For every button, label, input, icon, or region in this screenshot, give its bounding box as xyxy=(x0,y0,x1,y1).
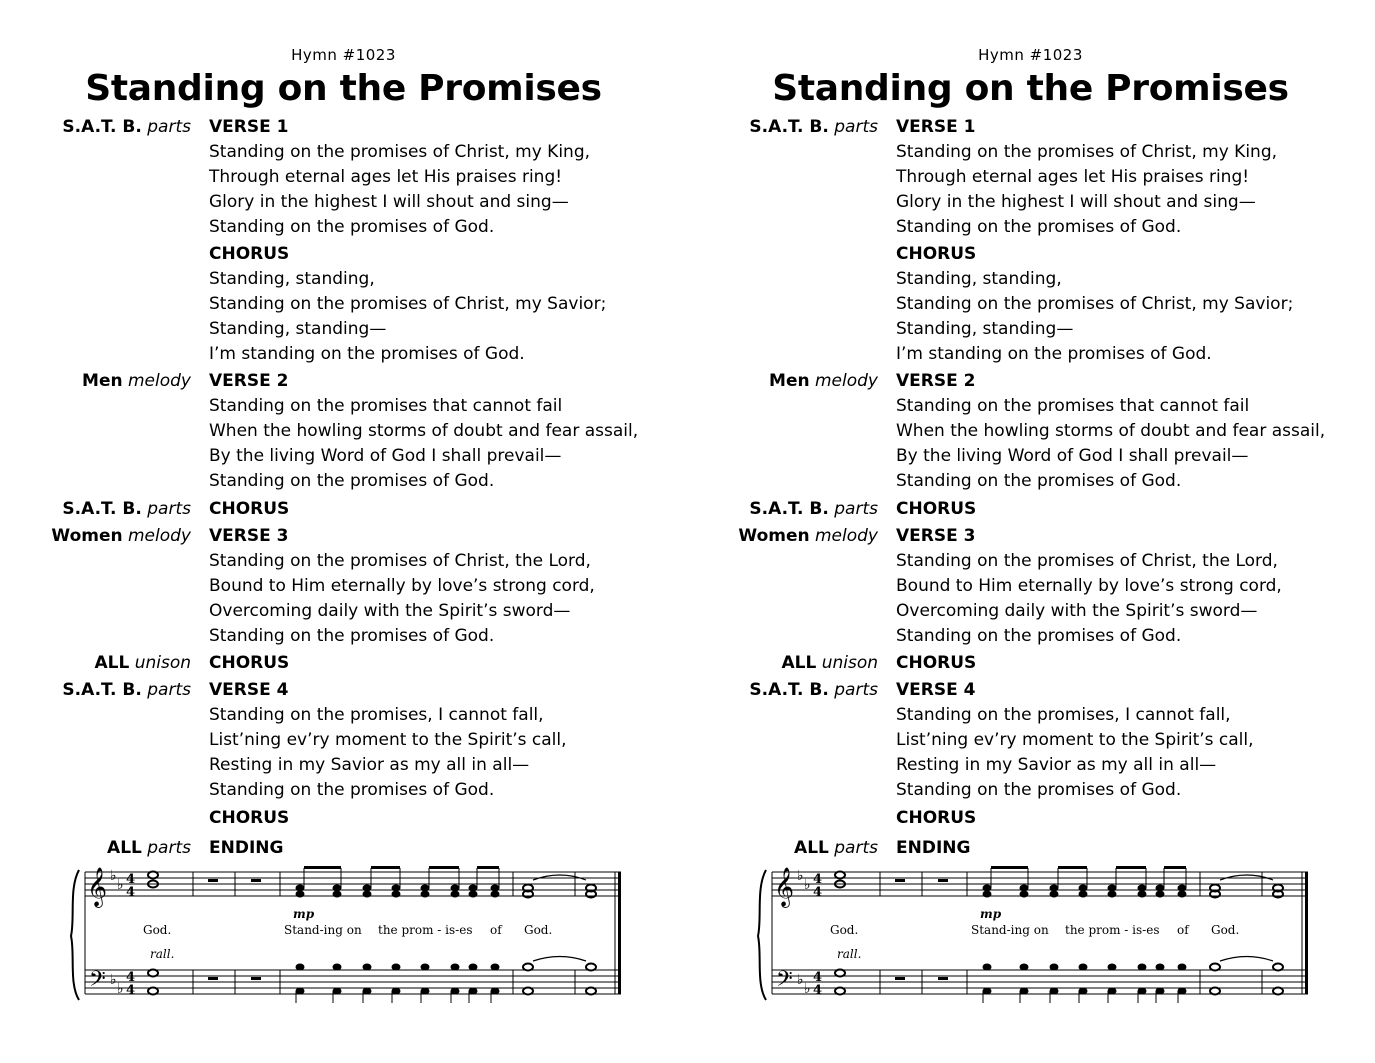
section-header: CHORUS xyxy=(209,499,290,519)
note-head xyxy=(983,964,992,971)
music-lyric: the prom - is-es xyxy=(378,923,473,937)
note-head xyxy=(451,885,460,892)
whole-note xyxy=(1210,988,1220,995)
lyric-line: Standing on the promises that cannot fail xyxy=(896,396,1250,416)
lyric-line: Standing on the promises of God. xyxy=(209,471,495,491)
note-head xyxy=(491,964,500,971)
bass-time-signature-bottom: 4 xyxy=(126,983,136,998)
note-head xyxy=(1156,964,1165,971)
part-label-style: melody xyxy=(815,371,878,391)
beam xyxy=(304,866,341,869)
part-label-style: parts xyxy=(834,680,878,700)
hymn-title: Standing on the Promises xyxy=(85,68,602,109)
lyric-line: List’ning ev’ry moment to the Spirit’s call, xyxy=(209,730,567,750)
lyric-line: Standing on the promises of Christ, my Savior; xyxy=(209,294,607,314)
whole-note xyxy=(523,964,533,971)
note-head xyxy=(469,891,478,898)
whole-rest xyxy=(895,977,905,980)
note-head xyxy=(1079,964,1088,971)
note-head xyxy=(1108,964,1117,971)
lyric-line: Standing, standing, xyxy=(896,269,1062,289)
part-label-voices: S.A.T. B. xyxy=(62,117,142,137)
part-label-voices: ALL xyxy=(781,653,817,673)
note-head xyxy=(1156,885,1165,892)
part-label xyxy=(62,499,191,519)
bass-clef-icon: 𝄢 xyxy=(89,967,106,997)
lyric-line: Standing on the promises of Christ, the Lord, xyxy=(896,551,1278,571)
bass-clef-icon: 𝄢 xyxy=(776,967,793,997)
flat-icon: ♭ xyxy=(797,868,804,884)
lyric-line: Standing on the promises, I cannot fall, xyxy=(896,705,1231,725)
note-head xyxy=(1138,891,1147,898)
music-lyric: God. xyxy=(524,923,553,937)
note-head xyxy=(1138,988,1147,995)
part-label-style: parts xyxy=(834,117,878,137)
note-head xyxy=(363,988,372,995)
bass-time-signature-top: 4 xyxy=(126,970,136,985)
lyric-line: Standing, standing— xyxy=(896,319,1074,339)
note-head xyxy=(451,891,460,898)
tempo-marking: rall. xyxy=(150,947,175,961)
lyric-line: Glory in the highest I will shout and sing— xyxy=(209,192,569,212)
section-header: VERSE 3 xyxy=(896,526,976,546)
note-head xyxy=(469,988,478,995)
note-head xyxy=(1020,891,1029,898)
whole-note xyxy=(835,970,845,977)
beam xyxy=(1164,866,1186,869)
part-label-style: parts xyxy=(147,838,191,858)
lyric-line: Standing on the promises of God. xyxy=(209,626,495,646)
part-label-voices: ALL xyxy=(107,838,142,858)
lyric-line: Glory in the highest I will shout and sing— xyxy=(896,192,1256,212)
flat-icon: ♭ xyxy=(110,868,117,884)
part-label xyxy=(794,838,878,858)
part-label-voices: Women xyxy=(51,526,123,546)
part-label-voices: S.A.T. B. xyxy=(749,117,829,137)
whole-rest xyxy=(938,879,948,882)
section-header: VERSE 4 xyxy=(209,680,289,700)
music-lyric: of xyxy=(490,923,502,937)
note-head xyxy=(392,885,401,892)
note-head xyxy=(333,988,342,995)
note-head xyxy=(1079,891,1088,898)
part-label xyxy=(94,653,191,673)
note-head xyxy=(1108,885,1117,892)
lyric-line: List’ning ev’ry moment to the Spirit’s call, xyxy=(896,730,1254,750)
hymn-number: Hymn #1023 xyxy=(291,46,396,64)
note-head xyxy=(363,891,372,898)
whole-note xyxy=(586,964,596,971)
part-label xyxy=(749,499,878,519)
whole-rest xyxy=(251,879,261,882)
note-head xyxy=(333,891,342,898)
part-label-style: parts xyxy=(834,838,878,858)
note-head xyxy=(983,891,992,898)
beam xyxy=(991,866,1028,869)
note-head xyxy=(392,988,401,995)
note-head xyxy=(469,885,478,892)
lyric-line: Standing on the promises of God. xyxy=(896,217,1182,237)
beam xyxy=(1058,866,1087,869)
section-header: CHORUS xyxy=(209,653,290,673)
tie xyxy=(533,957,586,962)
part-label-style: parts xyxy=(147,499,191,519)
lyric-line: When the howling storms of doubt and fear assail, xyxy=(896,421,1326,441)
note-head xyxy=(1178,885,1187,892)
lyric-line: Through eternal ages let His praises ring! xyxy=(209,167,563,187)
section-header: VERSE 1 xyxy=(209,117,289,137)
note-head xyxy=(296,891,305,898)
lyric-line: Standing on the promises of Christ, my Savior; xyxy=(896,294,1294,314)
note-head xyxy=(421,885,430,892)
note-head xyxy=(1108,891,1117,898)
note-head xyxy=(451,988,460,995)
whole-rest xyxy=(208,879,218,882)
music-lyric: God. xyxy=(143,923,172,937)
note-head xyxy=(333,964,342,971)
part-label-style: melody xyxy=(128,526,191,546)
final-barline-thick xyxy=(1305,872,1308,994)
note-head xyxy=(1108,988,1117,995)
whole-note xyxy=(148,988,158,995)
section-header: CHORUS xyxy=(896,244,977,264)
part-label-voices: ALL xyxy=(94,653,130,673)
whole-rest xyxy=(895,879,905,882)
part-label xyxy=(62,680,191,700)
flat-icon: ♭ xyxy=(797,972,804,988)
note-head xyxy=(1020,885,1029,892)
note-head xyxy=(1020,988,1029,995)
dynamic-marking: mp xyxy=(293,907,315,921)
section-header: CHORUS xyxy=(896,653,977,673)
whole-rest xyxy=(938,977,948,980)
whole-note xyxy=(586,988,596,995)
note-head xyxy=(392,964,401,971)
bass-time-signature-top: 4 xyxy=(813,970,823,985)
note-head xyxy=(1050,891,1059,898)
treble-clef-icon: 𝄞 xyxy=(87,867,108,907)
section-header: VERSE 1 xyxy=(896,117,976,137)
lyric-line: Standing on the promises of God. xyxy=(896,471,1182,491)
part-label xyxy=(51,526,191,546)
part-label-voices: ALL xyxy=(794,838,829,858)
lyric-line: Resting in my Savior as my all in all— xyxy=(209,755,530,775)
lyric-line: Overcoming daily with the Spirit’s sword— xyxy=(209,601,571,621)
note-head xyxy=(296,964,305,971)
note-head xyxy=(1178,891,1187,898)
lyric-line: Standing on the promises, I cannot fall, xyxy=(209,705,544,725)
lyric-line: I’m standing on the promises of God. xyxy=(896,344,1212,364)
music-lyric: God. xyxy=(1211,923,1240,937)
lyric-line: Standing on the promises of God. xyxy=(209,217,495,237)
lyric-line: Standing on the promises of God. xyxy=(896,626,1182,646)
flat-icon: ♭ xyxy=(117,877,124,893)
lyric-line: Resting in my Savior as my all in all— xyxy=(896,755,1217,775)
treble-time-signature-bottom: 4 xyxy=(813,885,823,900)
part-label-style: melody xyxy=(128,371,191,391)
note-head xyxy=(363,964,372,971)
treble-time-signature-top: 4 xyxy=(813,872,823,887)
music-lyric: of xyxy=(1177,923,1189,937)
note-head xyxy=(392,891,401,898)
part-label-style: parts xyxy=(147,117,191,137)
part-label-voices: Men xyxy=(82,371,123,391)
note-head xyxy=(1079,988,1088,995)
part-label xyxy=(738,526,878,546)
lyric-line: Standing on the promises of God. xyxy=(209,780,495,800)
section-header: CHORUS xyxy=(896,808,977,828)
whole-rest xyxy=(208,977,218,980)
note-head xyxy=(491,891,500,898)
lyric-line: Standing on the promises of Christ, my King, xyxy=(896,142,1278,162)
note-head xyxy=(1156,891,1165,898)
lyric-line: Standing on the promises of God. xyxy=(896,780,1182,800)
part-label-voices: Women xyxy=(738,526,810,546)
note-head xyxy=(983,885,992,892)
part-label-voices: S.A.T. B. xyxy=(62,680,142,700)
lyric-line: Standing, standing— xyxy=(209,319,387,339)
section-header: ENDING xyxy=(209,838,284,858)
note-head xyxy=(421,964,430,971)
note-head xyxy=(1138,964,1147,971)
bass-time-signature-bottom: 4 xyxy=(813,983,823,998)
music-lyric: the prom - is-es xyxy=(1065,923,1160,937)
music-lyric: God. xyxy=(830,923,859,937)
part-label-voices: Men xyxy=(769,371,810,391)
right-page xyxy=(687,0,1374,1063)
brace xyxy=(758,870,766,1000)
lyric-line: When the howling storms of doubt and fear assail, xyxy=(209,421,639,441)
lyric-line: By the living Word of God I shall prevail— xyxy=(896,446,1249,466)
section-header: VERSE 4 xyxy=(896,680,976,700)
lyric-line: Bound to Him eternally by love’s strong cord, xyxy=(896,576,1282,596)
section-header: ENDING xyxy=(896,838,971,858)
part-label-voices: S.A.T. B. xyxy=(749,680,829,700)
part-label xyxy=(749,680,878,700)
section-header: VERSE 2 xyxy=(209,371,289,391)
part-label xyxy=(107,838,191,858)
treble-clef-icon: 𝄞 xyxy=(774,867,795,907)
note-head xyxy=(491,988,500,995)
flat-icon: ♭ xyxy=(110,972,117,988)
note-head xyxy=(469,964,478,971)
lyric-line: Through eternal ages let His praises ring! xyxy=(896,167,1250,187)
note-head xyxy=(1178,988,1187,995)
note-head xyxy=(333,885,342,892)
section-header: CHORUS xyxy=(209,244,290,264)
dynamic-marking: mp xyxy=(980,907,1002,921)
part-label-style: parts xyxy=(147,680,191,700)
whole-note xyxy=(835,872,845,879)
note-head xyxy=(1050,885,1059,892)
music-score xyxy=(752,858,1312,1003)
note-head xyxy=(983,988,992,995)
final-barline-thick xyxy=(618,872,621,994)
note-head xyxy=(491,885,500,892)
hymn-title: Standing on the Promises xyxy=(772,68,1289,109)
flat-icon: ♭ xyxy=(117,981,124,997)
flat-icon: ♭ xyxy=(804,877,811,893)
note-head xyxy=(1050,988,1059,995)
beam xyxy=(429,866,459,869)
tempo-marking: rall. xyxy=(837,947,862,961)
part-label xyxy=(82,371,191,391)
hymn-number: Hymn #1023 xyxy=(978,46,1083,64)
treble-time-signature-top: 4 xyxy=(126,872,136,887)
lyric-line: Standing, standing, xyxy=(209,269,375,289)
lyric-line: I’m standing on the promises of God. xyxy=(209,344,525,364)
treble-time-signature-bottom: 4 xyxy=(126,885,136,900)
note-head xyxy=(1050,964,1059,971)
section-header: VERSE 2 xyxy=(896,371,976,391)
part-label xyxy=(769,371,878,391)
note-head xyxy=(296,885,305,892)
section-header: CHORUS xyxy=(896,499,977,519)
lyric-line: Standing on the promises of Christ, my King, xyxy=(209,142,591,162)
part-label xyxy=(781,653,878,673)
note-head xyxy=(421,891,430,898)
part-label-style: unison xyxy=(821,653,878,673)
lyric-line: Standing on the promises of Christ, the Lord, xyxy=(209,551,591,571)
music-lyric: Stand-ing on xyxy=(284,923,362,937)
part-label xyxy=(749,117,878,137)
part-label xyxy=(62,117,191,137)
whole-note xyxy=(523,988,533,995)
whole-note xyxy=(148,872,158,879)
part-label-style: parts xyxy=(834,499,878,519)
note-head xyxy=(1156,988,1165,995)
lyric-line: Overcoming daily with the Spirit’s sword— xyxy=(896,601,1258,621)
note-head xyxy=(451,964,460,971)
beam xyxy=(1116,866,1146,869)
whole-note xyxy=(1273,964,1283,971)
left-page xyxy=(0,0,687,1063)
lyric-line: By the living Word of God I shall prevail— xyxy=(209,446,562,466)
lyric-line: Standing on the promises that cannot fail xyxy=(209,396,563,416)
note-head xyxy=(421,988,430,995)
whole-note xyxy=(1273,988,1283,995)
note-head xyxy=(1178,964,1187,971)
part-label-style: unison xyxy=(134,653,191,673)
part-label-voices: S.A.T. B. xyxy=(62,499,142,519)
note-head xyxy=(363,885,372,892)
part-label-voices: S.A.T. B. xyxy=(749,499,829,519)
note-head xyxy=(1138,885,1147,892)
part-label-style: melody xyxy=(815,526,878,546)
music-score xyxy=(65,858,625,1003)
note-head xyxy=(1020,964,1029,971)
whole-note xyxy=(148,970,158,977)
whole-rest xyxy=(251,977,261,980)
note-head xyxy=(296,988,305,995)
flat-icon: ♭ xyxy=(804,981,811,997)
section-header: CHORUS xyxy=(209,808,290,828)
whole-note xyxy=(835,988,845,995)
music-lyric: Stand-ing on xyxy=(971,923,1049,937)
whole-note xyxy=(1210,964,1220,971)
brace xyxy=(71,870,79,1000)
section-header: VERSE 3 xyxy=(209,526,289,546)
beam xyxy=(371,866,400,869)
lyric-line: Bound to Him eternally by love’s strong cord, xyxy=(209,576,595,596)
note-head xyxy=(1079,885,1088,892)
tie xyxy=(1220,957,1273,962)
beam xyxy=(477,866,499,869)
